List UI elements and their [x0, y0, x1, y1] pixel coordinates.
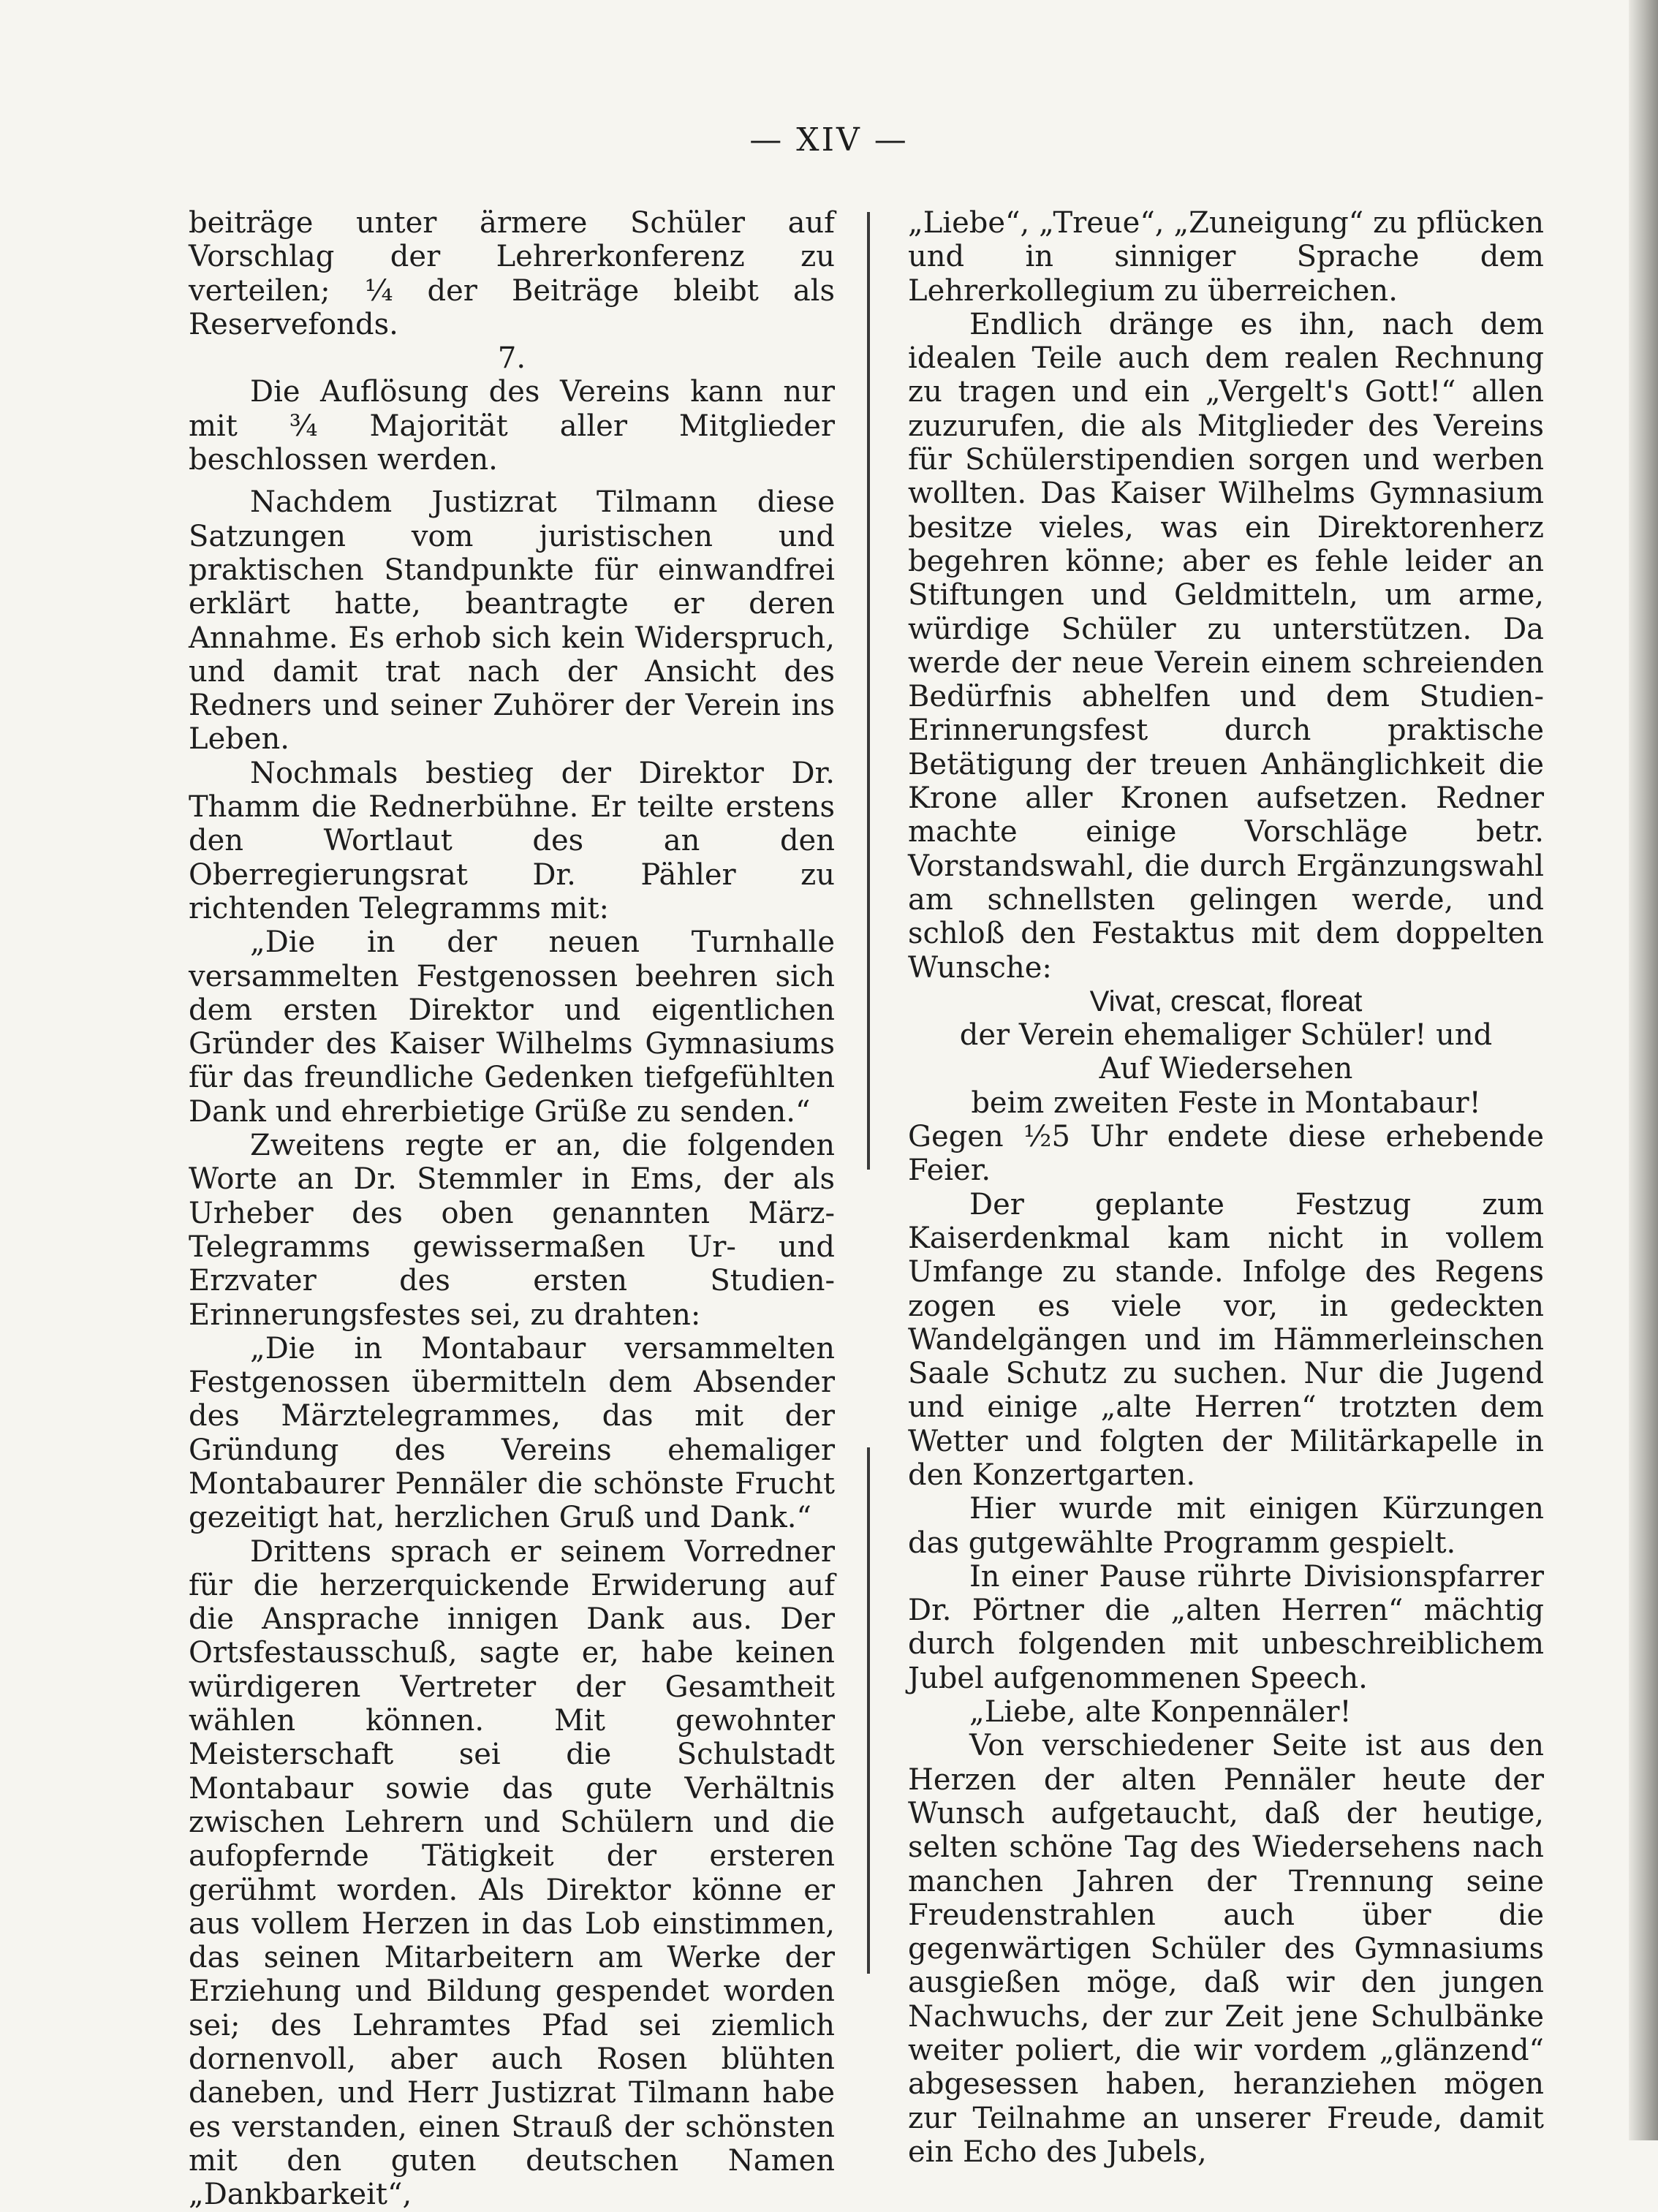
- paragraph: Gegen ½5 Uhr endete diese erhebende Feier.: [908, 1120, 1544, 1188]
- motto-line: der Verein ehemaliger Schüler! und: [959, 1018, 1493, 1053]
- column-divider: [867, 212, 870, 1170]
- motto-line: beim zweiten Feste in Montabaur!: [971, 1086, 1481, 1120]
- paragraph: Der geplante Festzug zum Kaiserdenkmal kam nicht in vollem Umfange zu stande. Infolge des Regens zogen es viele vor, in gedeckten Wandelgängen und im Hämmerleinschen Saale Schutz zu suchen. Nur die Jugend und einige „alte Herren“ trotzten dem Wetter und folgten der Militärkapelle in den Konzertgarten.: [908, 1187, 1544, 1492]
- paragraph: Die Auflösung des Vereins kann nur mit ¾ Majorität aller Mitglieder beschlossen werden.: [189, 375, 835, 477]
- paragraph: Zweitens regte er an, die folgenden Worte an Dr. Stemmler in Ems, der als Urheber des oben genannten März-Telegramms gewissermaßen Ur- und Erzvater des ersten Studien-Erinnerungsfestes sei, zu drahten:: [189, 1129, 835, 1332]
- quoted-telegram: „Die in Montabaur versammelten Festgenossen übermitteln dem Absender des Märztelegrammes, das mit der Gründung des Vereins ehemaliger Montabaurer Pennäler die schönste Frucht gezeitigt hat, herzlichen Gruß und Dank.“: [189, 1331, 835, 1535]
- speech-salutation: „Liebe, alte Konpennäler!: [969, 1695, 1352, 1730]
- paragraph: Hier wurde mit einigen Kürzungen das gutgewählte Programm gespielt.: [908, 1492, 1544, 1560]
- paragraph: Von verschiedener Seite ist aus den Herzen der alten Pennäler heute der Wunsch aufgetaucht, daß der heutige, selten schöne Tag des Wiedersehens nach manchen Jahren der Trennung seine Freudenstrahlen auch über die gegenwärtigen Schüler des Gymnasiums ausgießen möge, daß wir den jungen Nachwuchs, der zur Zeit jene Schulbänke weiter poliert, die wir vordem „glänzend“ abgesessen haben, heranziehen mögen zur Teilnahme an unserer Freude, damit ein Echo des Jubels,: [908, 1729, 1544, 2169]
- paragraph: Nochmals bestieg der Direktor Dr. Thamm die Rednerbühne. Er teilte erstens den Wortlaut des an den Oberregierungsrat Dr. Pähler zu richtenden Telegramms mit:: [189, 756, 835, 925]
- right-column: [908, 206, 1544, 2169]
- paragraph: beiträge unter ärmere Schüler auf Vorschlag der Lehrerkonferenz zu verteilen; ¼ der Beiträge bleibt als Reservefonds.: [189, 206, 835, 341]
- paragraph: Endlich dränge es ihn, nach dem idealen Teile auch dem realen Rechnung zu tragen und ein „Vergelt's Gott!“ allen zuzurufen, die als Mitglieder des Vereins für Schülerstipendien sorgen und werben wollten. Das Kaiser Wilhelms Gymnasium besitze vieles, was ein Direktorenherz begehren könne; aber es fehle leider an Stiftungen und Geldmitteln, um arme, würdige Schüler zu unterstützen. Da werde der neue Verein einem schreienden Bedürfnis abhelfen und dem Studien-Erinnerungsfest durch praktische Betätigung der treuen Anhänglichkeit die Krone aller Kronen aufsetzen. Redner machte einige Vorschläge betr. Vorstandswahl, die durch Ergänzungswahl am schnellsten gelingen werde, und schloß den Festaktus mit dem doppelten Wunsche:: [908, 307, 1544, 985]
- motto-line: Auf Wiedersehen: [1099, 1052, 1353, 1086]
- quoted-telegram: „Die in der neuen Turnhalle versammelten Festgenossen beehren sich dem ersten Direktor und eigentlichen Gründer des Kaiser Wilhelms Gymnasiums für das freundliche Gedenken tiefgefühlten Dank und ehrerbietige Grüße zu senden.“: [189, 925, 835, 1129]
- paragraph: Drittens sprach er seinem Vorredner für die herzerquickende Erwiderung auf die Ansprache innigen Dank aus. Der Ortsfestausschuß, sagte er, habe keinen würdigeren Vertreter der Gesamtheit wählen können. Mit gewohnter Meisterschaft sei die Schulstadt Montabaur sowie das gute Verhältnis zwischen Lehrern und Schülern und die aufopfernde Tätigkeit der ersteren gerühmt worden. Als Direktor könne er aus vollem Herzen in das Lob einstimmen, das seinen Mitarbeitern am Werke der Erziehung und Bildung gespendet worden sei; des Lehramtes Pfad sei ziemlich dornenvoll, aber auch Rosen blühten daneben, und Herr Justizrat Tilmann habe es verstanden, einen Strauß der schönsten mit den guten deutschen Namen „Dankbarkeit“,: [189, 1534, 835, 2212]
- motto: Vivat, crescat, floreat: [1089, 985, 1363, 1018]
- paragraph: Nachdem Justizrat Tilmann diese Satzungen vom juristischen und praktischen Standpunkte für einwandfrei erklärt hatte, beantragte er deren Annahme. Es erhob sich kein Widerspruch, und damit trat nach der Ansicht des Redners und seiner Zuhörer der Verein ins Leben.: [189, 485, 835, 757]
- paragraph: „Liebe“, „Treue“, „Zuneigung“ zu pflücken und in sinniger Sprache dem Lehrerkollegium zu überreichen.: [908, 206, 1544, 308]
- page-number: — XIV —: [749, 121, 909, 159]
- left-column: [189, 206, 835, 2212]
- page-edge: [1629, 0, 1658, 2140]
- paragraph: In einer Pause rührte Divisionspfarrer Dr. Pörtner die „alten Herren“ mächtig durch folgenden mit unbeschreiblichem Jubel aufgenommenen Speech.: [908, 1559, 1544, 1695]
- column-divider: [867, 1447, 870, 1974]
- section-number: 7.: [497, 341, 526, 376]
